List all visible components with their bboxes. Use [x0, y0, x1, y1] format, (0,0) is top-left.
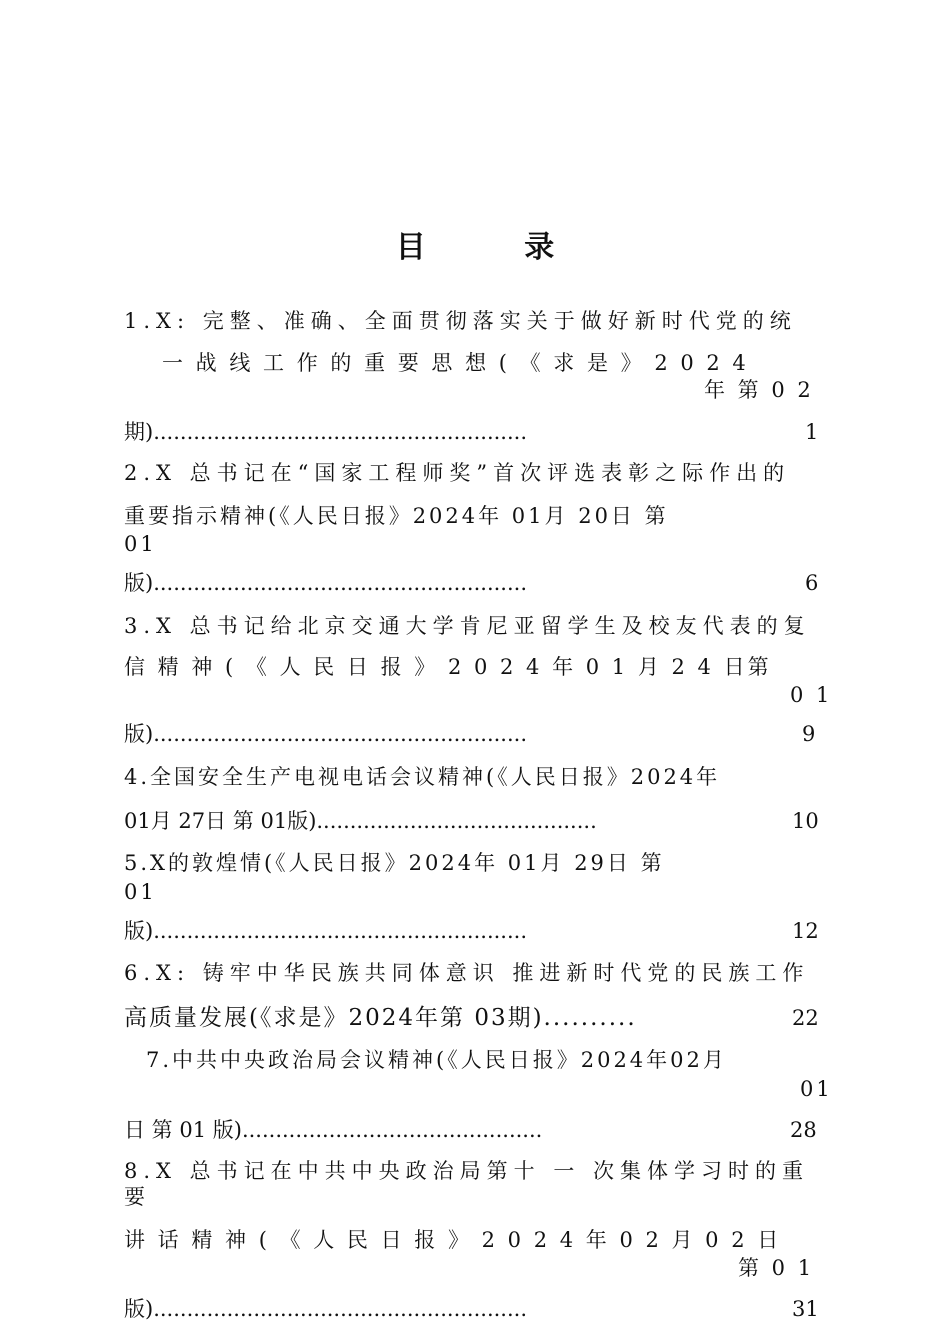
toc-item-8-line-1: 8.X 总书记在中共中央政治局第十 一 次集体学习时的重	[124, 1159, 810, 1183]
toc-item-8-line-3: 讲 话 精 神 ( 《 人 民 日 报 》 2 0 2 4 年 0 2 月 0 2 日	[124, 1228, 782, 1252]
toc-item-3-leader: 版)........................................................	[124, 722, 528, 746]
toc-item-2-line-3: 01	[124, 532, 157, 556]
toc-item-1-line-2: 一 战 线 工 作 的 重 要 思 想 ( 《 求 是 》 2 0 2 4	[162, 351, 749, 375]
toc-item-3-line-3: 0 1	[790, 683, 833, 707]
toc-item-4-page: 10	[792, 809, 819, 833]
toc-item-6-page: 22	[792, 1006, 819, 1030]
toc-item-1-page: 1	[805, 420, 819, 444]
toc-item-2-line-1: 2.X 总书记在“国家工程师奖”首次评选表彰之际作出的	[124, 461, 791, 485]
toc-item-5-page: 12	[792, 919, 819, 943]
toc-item-2-leader: 版)........................................................	[124, 571, 528, 595]
toc-item-7-line-1: 7.中共中央政治局会议精神(《人民日报》2024年02月	[146, 1048, 727, 1072]
toc-item-3-line-1: 3.X 总书记给北京交通大学肯尼亚留学生及校友代表的复	[124, 614, 811, 638]
toc-item-3-page: 9	[802, 722, 816, 746]
toc-item-2-page: 6	[805, 571, 819, 595]
toc-item-5-line-2: 01	[124, 880, 157, 904]
toc-item-4-leader: 01月 27日 第 01版)..........................................	[124, 809, 597, 833]
toc-title: 目 录	[395, 230, 599, 265]
toc-item-4-line-1: 4.全国安全生产电视电话会议精神(《人民日报》2024年	[124, 765, 721, 789]
toc-item-8-line-2: 要	[124, 1185, 145, 1209]
toc-item-7-leader: 日 第 01 版).............................................	[124, 1118, 543, 1142]
toc-item-3-line-2: 信 精 神 ( 《 人 民 日 报 》 2 0 2 4 年 0 1 月 2 4 日第	[124, 655, 772, 679]
toc-item-5-leader: 版)........................................................	[124, 919, 528, 943]
toc-item-1-line-3: 年 第 0 2	[704, 378, 814, 402]
toc-item-7-page: 28	[790, 1118, 817, 1142]
toc-item-2-line-2: 重要指示精神(《人民日报》2024年 01月 20日 第	[124, 504, 669, 528]
toc-item-1-line-1: 1.X: 完整、准确、全面贯彻落实关于做好新时代党的统	[124, 309, 797, 333]
toc-item-1-leader: 期)........................................................	[124, 420, 528, 444]
toc-item-8-line-4: 第 0 1	[738, 1256, 815, 1280]
toc-item-6-leader: 高质量发展(《求是》2024年第 03期)..........	[124, 1005, 637, 1031]
toc-item-7-line-2: 01	[800, 1077, 833, 1101]
toc-item-5-line-1: 5.X的敦煌情(《人民日报》2024年 01月 29日 第	[124, 851, 665, 875]
toc-item-6-line-1: 6.X: 铸牢中华民族共同体意识 推进新时代党的民族工作	[124, 961, 810, 985]
toc-item-8-page: 31	[792, 1297, 819, 1321]
toc-item-8-leader: 版)........................................................	[124, 1297, 528, 1321]
